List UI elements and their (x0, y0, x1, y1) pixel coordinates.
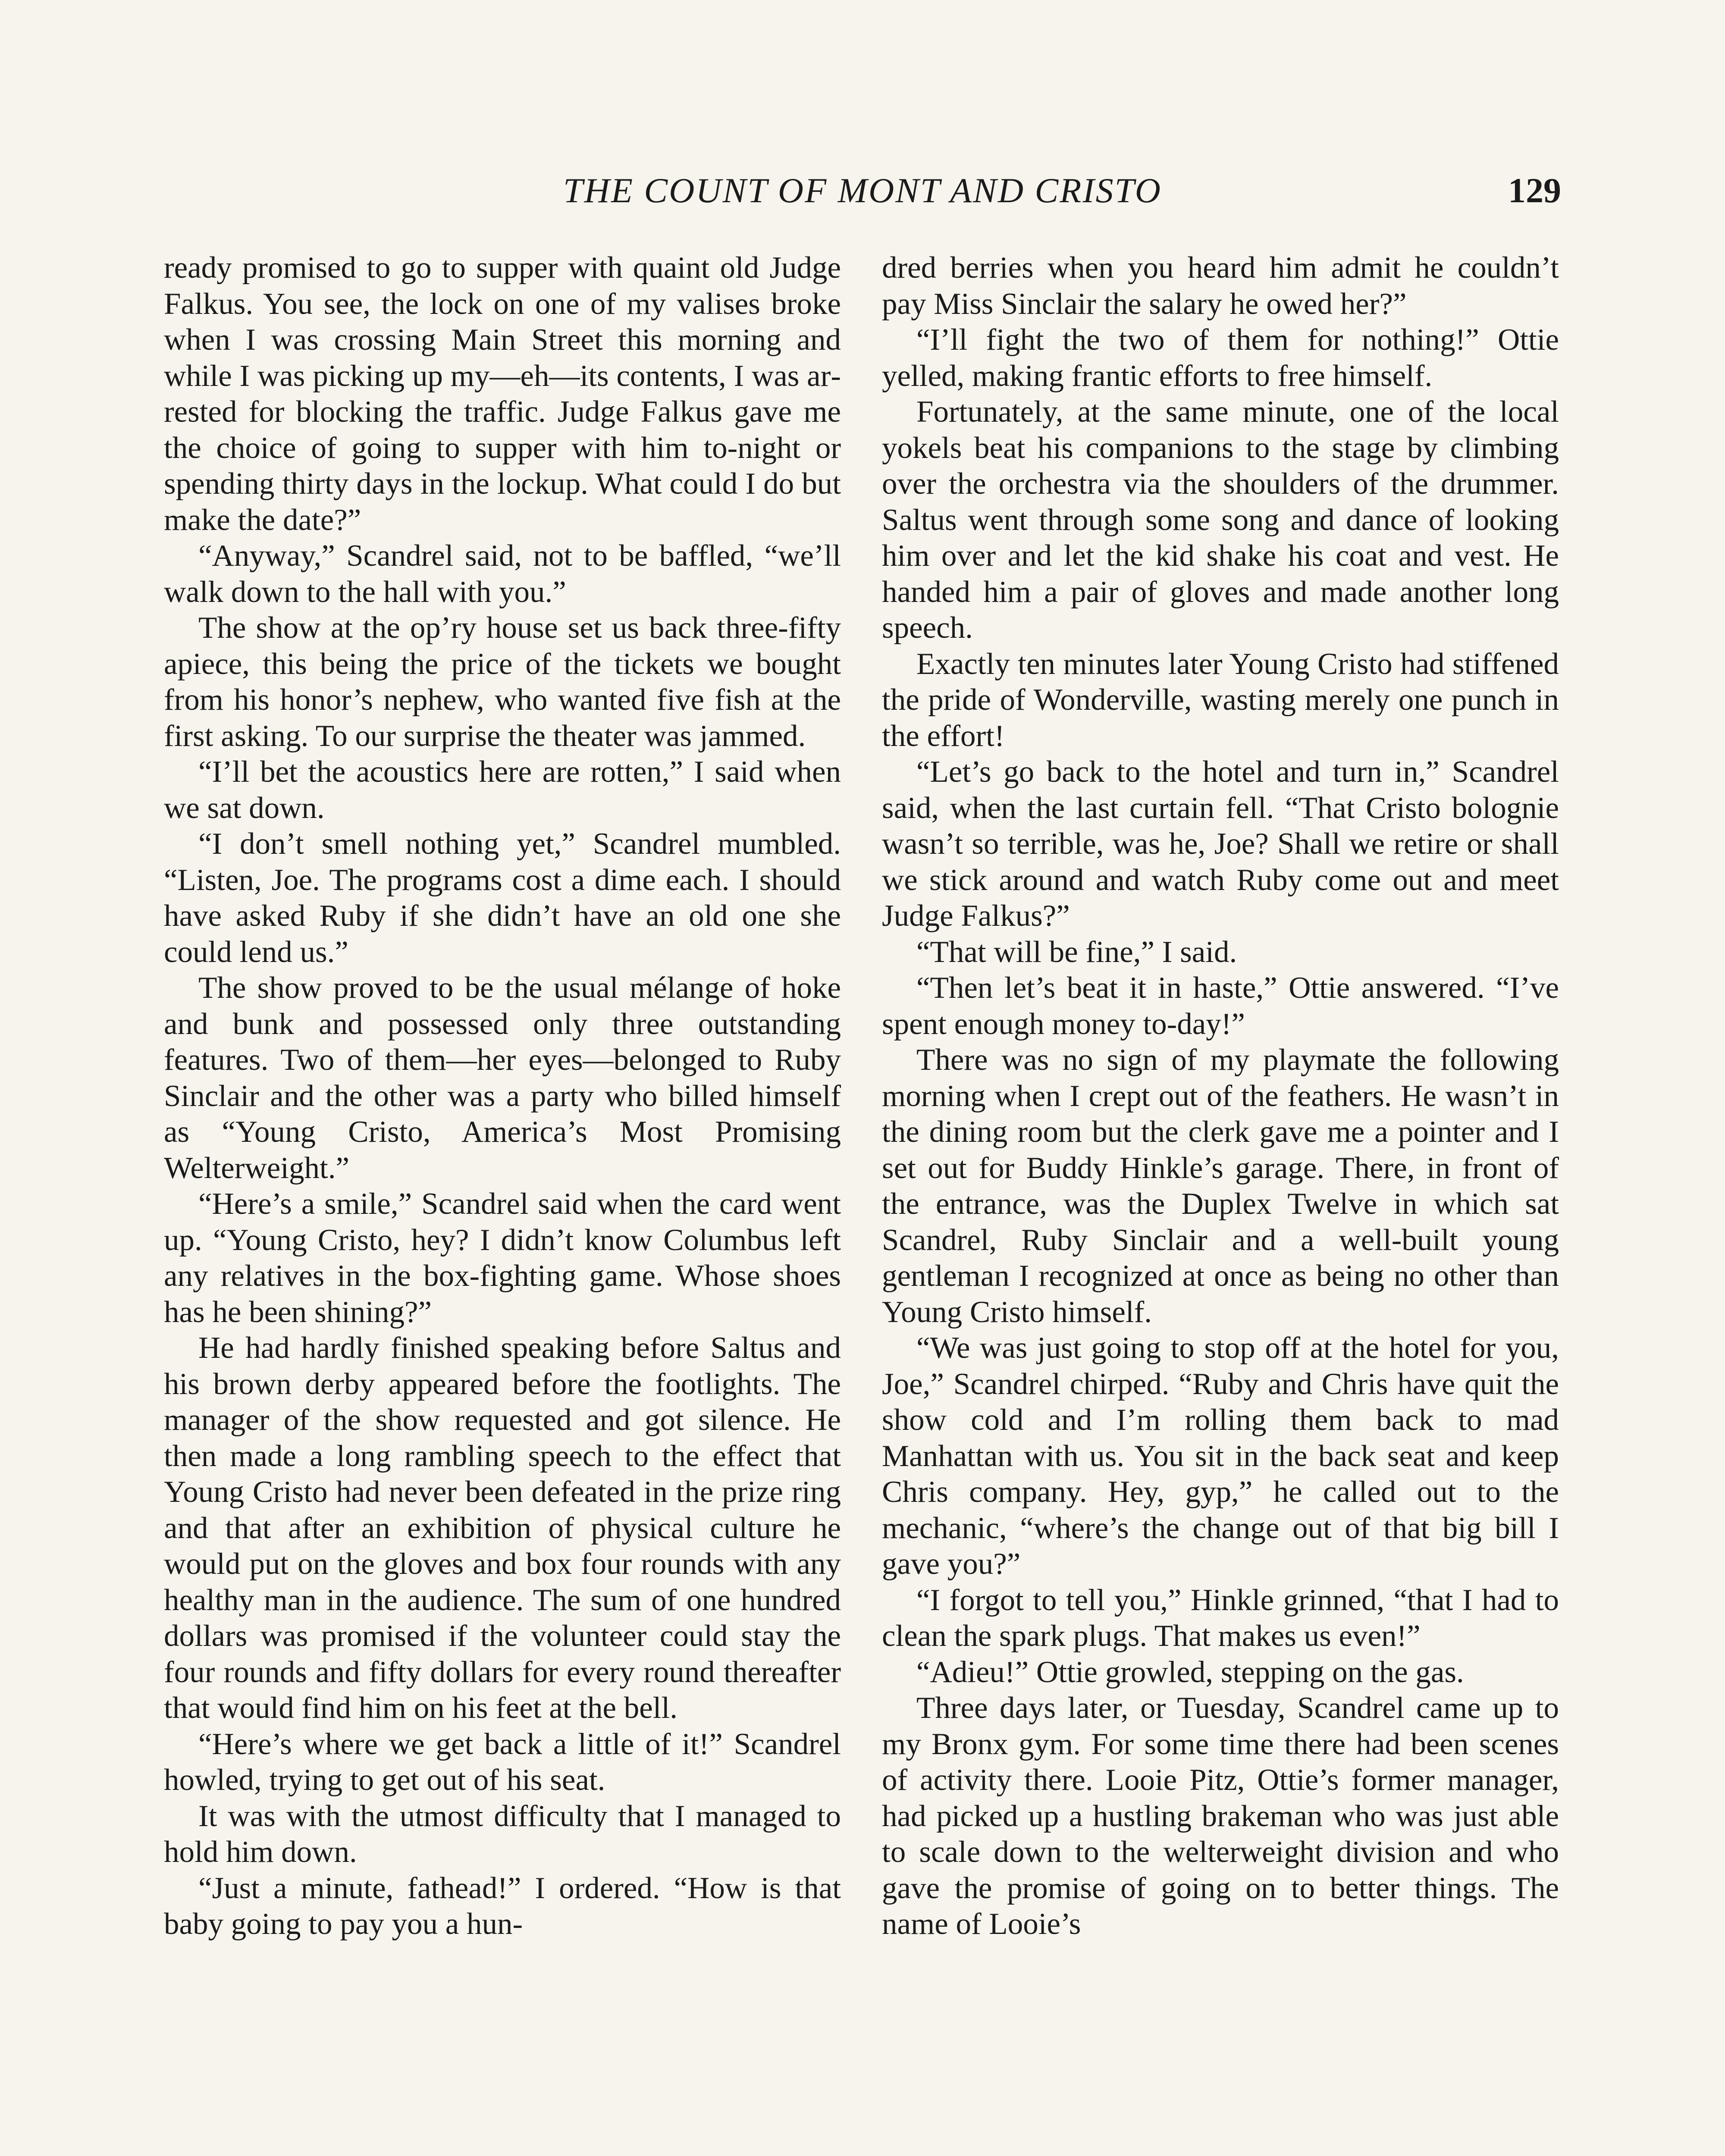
paragraph: “Anyway,” Scandrel said, not to be baffled, “we’ll walk down to the hall with you.” (164, 539, 841, 609)
paragraph: “Then let’s beat it in haste,” Ottie answered. “I’ve spent enough money to-day!” (882, 971, 1559, 1041)
paragraph: “We was just going to stop off at the hotel for you, Joe,” Scandrel chirped. “Ruby and Chris have quit the show cold and I’m rolling them back to mad Manhattan with us. You sit in the back seat and keep Chris company. Hey, gyp,” he called out to the mechanic, “where’s the change out of that big bill I gave you?” (882, 1331, 1559, 1581)
paragraph: There was no sign of my playmate the following morning when I crept out of the feathers. He wasn’t in the dining room but the clerk gave me a pointer and I set out for Buddy Hinkle’s garage. There, in front of the entrance, was the Duplex Twelve in which sat Scandrel, Ruby Sinclair and a well-built young gentleman I recognized at once as being no other than Young Cristo himself. (882, 1043, 1559, 1329)
paragraph: “I don’t smell nothing yet,” Scandrel mumbled. “Listen, Joe. The programs cost a dime each. I should have asked Ruby if she didn’t have an old one she could lend us.” (164, 827, 841, 969)
running-title: THE COUNT OF MONT AND CRISTO (563, 171, 1162, 210)
left-column (164, 250, 841, 1943)
paragraph: “Just a minute, fathead!” I ordered. “How is that baby going to pay you a hun- (164, 1871, 841, 1941)
paragraph: “Let’s go back to the hotel and turn in,” Scandrel said, when the last curtain fell. “That Cristo bolognie wasn’t so terrible, was he, Joe? Shall we retire or shall we stick around and watch Ruby come out and meet Judge Falkus?” (882, 755, 1559, 933)
right-column (882, 250, 1559, 1943)
paragraph: dred berries when you heard him admit he couldn’t pay Miss Sinclair the salary he owed her?” (882, 251, 1559, 321)
paragraph: ready promised to go to supper with quaint old Judge Falkus. You see, the lock on one of my valises broke when I was crossing Main Street this morning and while I was picking up my—eh—its contents, I was arrested for blocking the traffic. Judge Falkus gave me the choice of going to supper with him to-night or spending thirty days in the lockup. What could I do but make the date?” (164, 251, 841, 537)
page-number: 129 (1508, 171, 1561, 210)
paragraph: “That will be fine,” I said. (916, 935, 1237, 969)
paragraph: It was with the utmost difficulty that I managed to hold him down. (164, 1799, 841, 1869)
paragraph: “I’ll bet the acoustics here are rotten,” I said when we sat down. (164, 755, 841, 825)
paragraph: “Here’s where we get back a little of it!” Scandrel howled, trying to get out of his seat. (164, 1727, 841, 1797)
paragraph: “I’ll fight the two of them for nothing!” Ottie yelled, making frantic efforts to free himself. (882, 323, 1559, 393)
paragraph: Fortunately, at the same minute, one of the local yokels beat his companions to the stage by climbing over the orchestra via the shoulders of the drummer. Saltus went through some song and dance of looking him over and let the kid shake his coat and vest. He handed him a pair of gloves and made another long speech. (882, 395, 1559, 645)
paragraph: He had hardly finished speaking before Saltus and his brown derby appeared before the footlights. The manager of the show requested and got silence. He then made a long rambling speech to the effect that Young Cristo had never been defeated in the prize ring and that after an exhibition of physical culture he would put on the gloves and box four rounds with any healthy man in the audience. The sum of one hundred dollars was promised if the volunteer could stay the four rounds and fifty dollars for every round thereafter that would find him on his feet at the bell. (164, 1331, 841, 1725)
paragraph: Three days later, or Tuesday, Scandrel came up to my Bronx gym. For some time there had been scenes of activity there. Looie Pitz, Ottie’s former manager, had picked up a hustling brakeman who was just able to scale down to the welterweight division and who gave the promise of going on to better things. The name of Looie’s (882, 1691, 1559, 1941)
paragraph: “Here’s a smile,” Scandrel said when the card went up. “Young Cristo, hey? I didn’t know Columbus left any relatives in the box-fighting game. Whose shoes has he been shining?” (164, 1187, 841, 1329)
paragraph: The show proved to be the usual mélange of hoke and bunk and possessed only three outstanding features. Two of them—her eyes—belonged to Ruby Sinclair and the other was a party who billed himself as “Young Cristo, America’s Most Promising Welterweight.” (164, 971, 841, 1185)
paragraph: “I forgot to tell you,” Hinkle grinned, “that I had to clean the spark plugs. That makes us even!” (882, 1583, 1559, 1653)
paragraph: Exactly ten minutes later Young Cristo had stiffened the pride of Wonderville, wasting merely one punch in the effort! (882, 647, 1559, 753)
paragraph: The show at the op’ry house set us back three-fifty apiece, this being the price of the tickets we bought from his honor’s nephew, who wanted five fish at the first asking. To our surprise the theater was jammed. (164, 611, 841, 753)
paragraph: “Adieu!” Ottie growled, stepping on the gas. (916, 1655, 1464, 1689)
